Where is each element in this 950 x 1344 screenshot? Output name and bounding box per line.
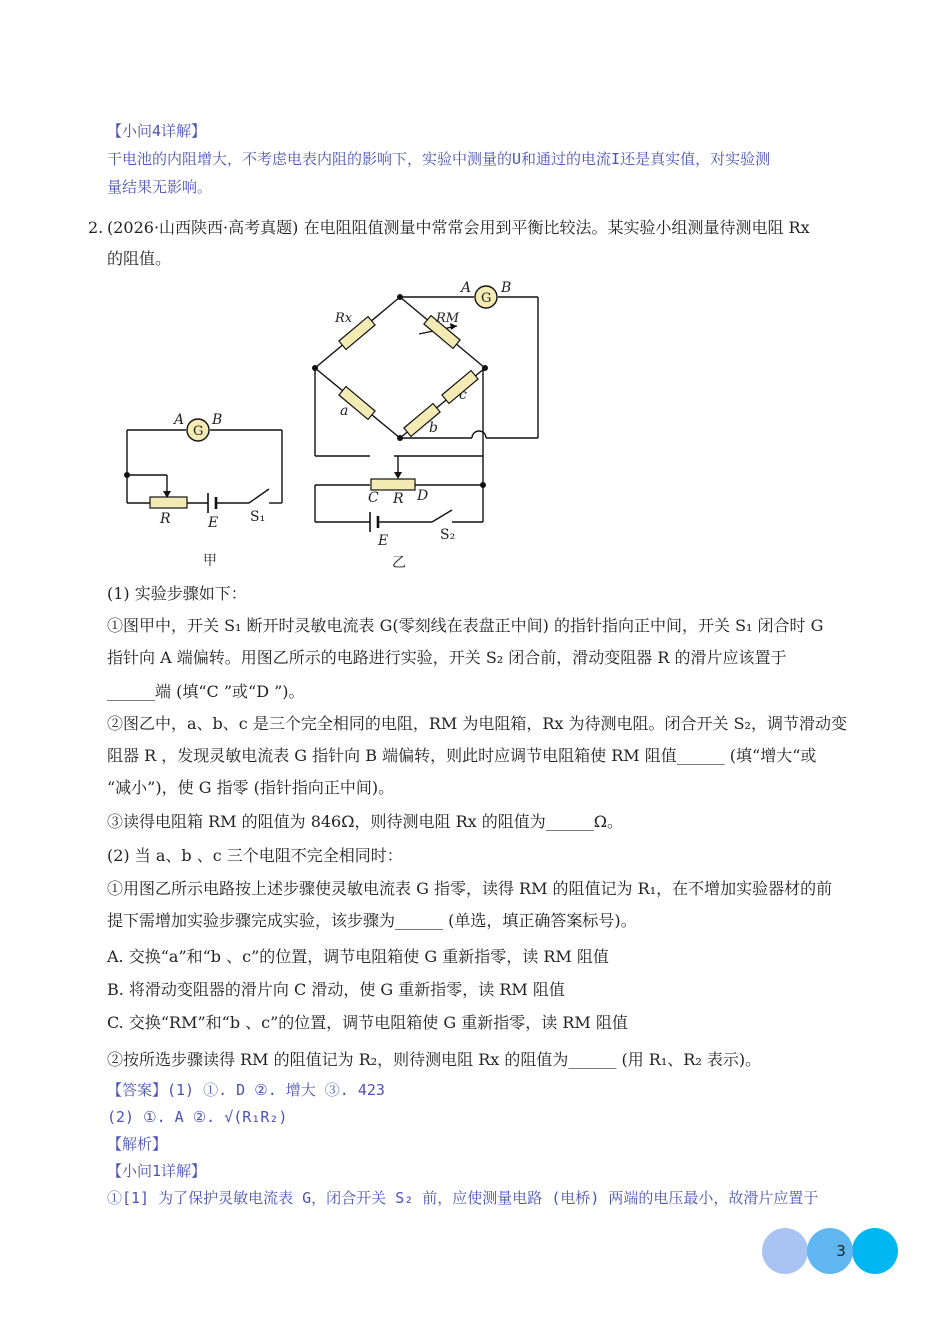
option-b: B. 将滑动变阻器的滑片向 C 滑动，使 G 重新指零，读 RM 阻值: [107, 980, 565, 999]
yi-label-c: c: [459, 387, 467, 403]
part2-step1-line1: ①用图乙所示电路按上述步骤使灵敏电流表 G 指零，读得 RM 的阻值记为 R₁，在不增加实验器材的前: [107, 879, 833, 898]
sub4-heading: 【小问4详解】: [107, 122, 207, 140]
yi-label-S2: S₂: [440, 527, 456, 543]
page-number: 3: [836, 1242, 846, 1260]
part1-step1-line3: ______端 (填“C ”或“D ”)。: [107, 682, 305, 701]
yi-galvanometer-label: G: [481, 291, 492, 306]
sub4-text-line2: 量结果无影响。: [107, 178, 213, 196]
figure-caption-jia: 甲: [203, 553, 217, 569]
part1-heading: (1) 实验步骤如下：: [107, 584, 247, 603]
yi-label-Rx: Rx: [335, 311, 353, 326]
sub4-text-line1: 干电池的内阻增大，不考虑电表内阻的影响下，实验中测量的U和通过的电流I还是真实值，对实验测: [107, 150, 771, 168]
part1-step1-line2: 指针向 A 端偏转。用图乙所示的电路进行实验，开关 S₂ 闭合前，滑动变阻器 R 的滑片应该置于: [107, 648, 787, 667]
jia-label-A: A: [174, 412, 185, 428]
figure-caption-yi: 乙: [392, 555, 406, 571]
circuit-figures: [110, 270, 570, 575]
sub1-heading: 【小问1详解】: [107, 1162, 207, 1180]
sub1-text: ①[1] 为了保护灵敏电流表 G，闭合开关 S₂ 前，应使测量电路 (电桥) 两端的电压最小，故滑片应置于: [107, 1189, 819, 1207]
jia-galvanometer-label: G: [193, 424, 204, 439]
analysis-heading: 【解析】: [107, 1135, 168, 1153]
jia-label-B: B: [212, 412, 223, 428]
part1-step3: ③读得电阻箱 RM 的阻值为 846Ω，则待测电阻 Rx 的阻值为______Ω。: [107, 812, 624, 831]
answer-line2: (2) ①. A ②. √(R₁R₂): [107, 1108, 288, 1126]
part1-step2-line3: “减小”)，使 G 指零 (指针指向正中间)。: [107, 778, 395, 797]
yi-label-E: E: [378, 533, 389, 549]
page-badge-left-dot: [762, 1228, 808, 1274]
part2-step1-line2: 提下需增加实验步骤完成实验，该步骤为______ (单选，填正确答案标号)。: [107, 911, 637, 930]
question-intro-line2: 的阻值。: [107, 249, 172, 268]
part1-step1-line1: ①图甲中，开关 S₁ 断开时灵敏电流表 G(零刻线在表盘正中间) 的指针指向正中间，开关 S₁ 闭合时 G: [107, 616, 824, 635]
yi-label-RM: RM: [436, 311, 460, 326]
part1-step2-line1: ②图乙中，a、b、c 是三个完全相同的电阻，RM 为电阻箱，Rx 为待测电阻。闭合开关 S₂，调节滑动变: [107, 714, 847, 733]
part2-heading: (2) 当 a、b 、c 三个电阻不完全相同时：: [107, 846, 403, 865]
yi-label-A: A: [461, 280, 472, 296]
jia-label-R: R: [160, 511, 171, 527]
answer-line1: 【答案】(1) ①. D ②. 增大 ③. 423: [107, 1081, 385, 1099]
yi-label-R: R: [393, 491, 404, 507]
part1-step2-line2: 阻器 R ，发现灵敏电流表 G 指针向 B 端偏转，则此时应调节电阻箱使 RM 阻值______ (填“增大“或: [107, 746, 817, 765]
yi-label-b: b: [429, 420, 438, 436]
option-a: A. 交换“a”和“b 、c”的位置，调节电阻箱使 G 重新指零，读 RM 阻值: [107, 947, 609, 966]
yi-label-B: B: [501, 280, 512, 296]
question-number: 2.: [88, 218, 104, 237]
jia-label-S1: S₁: [250, 509, 266, 525]
option-c: C. 交换“RM”和“b 、c”的位置，调节电阻箱使 G 重新指零，读 RM 阻值: [107, 1013, 628, 1032]
yi-label-C: C: [368, 490, 379, 506]
part2-step2: ②按所选步骤读得 RM 的阻值记为 R₂，则待测电阻 Rx 的阻值为______ (用 R₁、R₂ 表示)。: [107, 1050, 762, 1069]
question-intro-line1: (2026·山西陕西·高考真题) 在电阻阻值测量中常常会用到平衡比较法。某实验小组测量待测电阻 Rx: [107, 218, 810, 237]
yi-label-a: a: [340, 403, 349, 419]
jia-label-E: E: [208, 515, 219, 531]
yi-label-D: D: [417, 488, 429, 504]
